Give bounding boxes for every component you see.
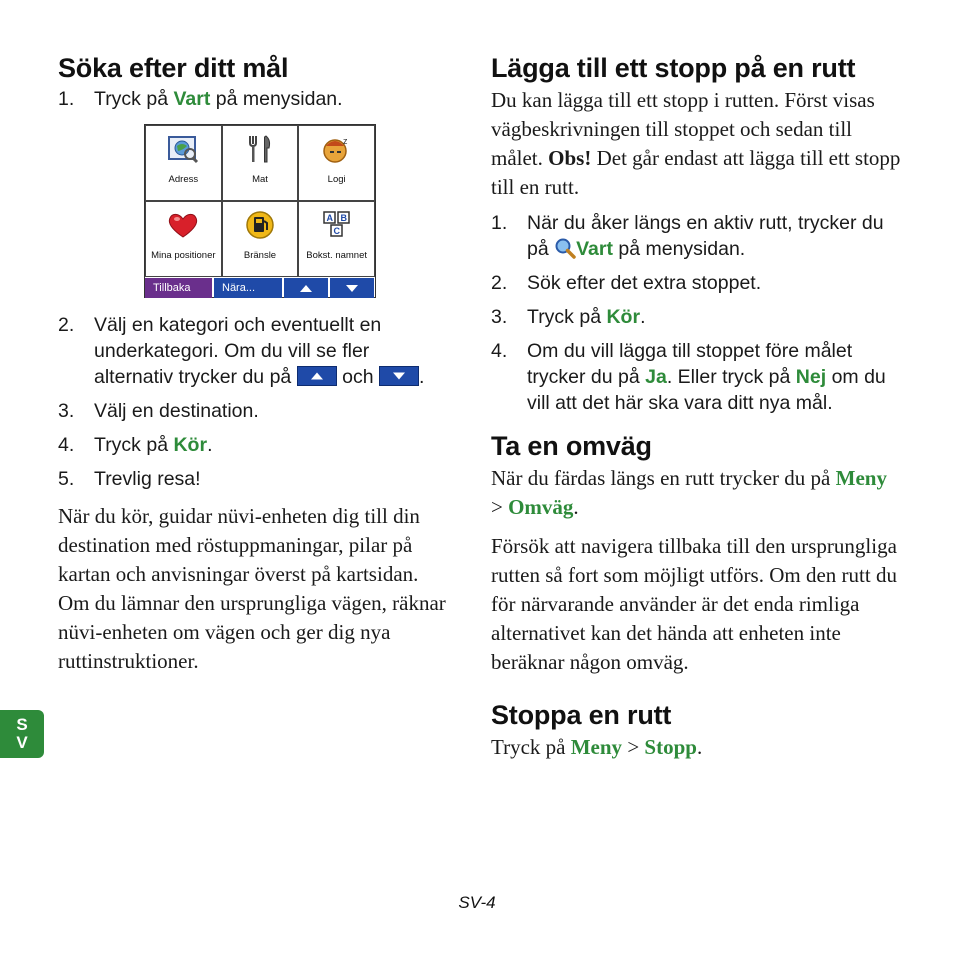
svg-text:C: C [333, 226, 340, 236]
step-2: 2. Välj en kategori och eventuellt en underkategori. Om du vill se fler alternativ trycker du på och . [58, 314, 425, 388]
link-meny: Meny [835, 466, 887, 490]
device-menu-grid [145, 125, 375, 277]
svg-text:z: z [342, 136, 348, 146]
step-5: 5. Trevlig resa! [58, 468, 201, 490]
link-omvag: Omväg [508, 495, 574, 519]
heading-stop-route: Stoppa en rutt [491, 700, 672, 730]
device-back-button: Tillbaka [145, 278, 212, 298]
sleeping-face-icon [320, 134, 354, 164]
heading-search-destination: Söka efter ditt mål [58, 53, 289, 83]
device-up-button [284, 278, 328, 298]
detour-paragraph: Försök att navigera tillbaka till den ursprungliga rutten så fort som möjligt utförs. Om den rutt du för närvarande använder är det enda rimliga alternativet kan det hända att enheten inte beräknar någon omväg. [491, 534, 897, 674]
stop-route-instruction: Tryck på Meny > Stopp. [491, 735, 703, 759]
arrow-up-icon [300, 285, 312, 292]
add-stop-intro: Du kan lägga till ett stopp i rutten. Först visas vägbeskrivningen till stoppet och sedan till målet. Obs! Det går endast att lägga till ett stopp till en rutt. [491, 88, 901, 199]
heading-detour: Ta en omväg [491, 431, 652, 461]
device-near-button: Nära... [214, 278, 282, 298]
step-1: 1. Tryck på Vart på menysidan. [58, 88, 343, 110]
fuel-pump-icon [243, 210, 277, 240]
detour-instruction: När du färdas längs en rutt trycker du på Meny > Omväg. [491, 466, 887, 519]
device-cell-address: Adress [146, 126, 221, 200]
heading-add-stop: Lägga till ett stopp på en rutt [491, 53, 856, 83]
link-vart: Vart [576, 238, 613, 260]
search-steps-part1 [58, 86, 450, 112]
left-column [58, 52, 450, 676]
page-number: SV-4 [458, 893, 496, 912]
step-4: 4. Tryck på Kör. [58, 434, 213, 456]
device-cell-favorites: Mina positioner [146, 202, 221, 276]
magnifier-icon [554, 237, 576, 259]
svg-text:B: B [340, 213, 347, 223]
link-vart: Vart [173, 88, 211, 110]
fork-knife-icon [243, 134, 277, 164]
link-stopp: Stopp [644, 735, 697, 759]
arrow-down-icon [393, 373, 405, 380]
link-kor: Kör [606, 306, 641, 328]
device-bottom-bar [145, 278, 375, 298]
stop-step-4: 4. Om du vill lägga till stoppet före målet trycker du på Ja. Eller tryck på Nej om du vill att det här ska vara ditt nya mål. [491, 340, 886, 414]
heart-icon [166, 210, 200, 240]
abc-blocks-icon [320, 210, 354, 240]
link-nej: Nej [795, 366, 827, 388]
device-cell-spell-name: A B C Bokst. namnet [299, 202, 374, 276]
link-ja: Ja [645, 366, 667, 388]
device-down-button [330, 278, 374, 298]
arrow-up-icon [311, 373, 323, 380]
stop-step-2: 2. Sök efter det extra stoppet. [491, 272, 762, 294]
stop-step-1: 1. När du åker längs en aktiv rutt, trycker du på Vart på menysidan. [491, 212, 884, 260]
device-cell-food: Mat [223, 126, 298, 200]
link-meny: Meny [570, 735, 623, 759]
right-column [491, 52, 901, 762]
device-screenshot [144, 124, 376, 298]
device-cell-fuel: Bränsle [223, 202, 298, 276]
inline-down-button-image [379, 366, 419, 386]
address-icon [166, 134, 200, 164]
link-kor: Kör [173, 434, 208, 456]
svg-text:A: A [326, 213, 333, 223]
inline-up-button-image [297, 366, 337, 386]
device-cell-lodging: z Logi [299, 126, 374, 200]
driving-paragraph: När du kör, guidar nüvi-enheten dig till din destination med röstuppmaningar, pilar på kartan och anvisningar överst på kartsidan. Om du lämnar den ursprungliga vägen, räknar nüvi-enheten om vägen och ger dig nya ruttinstruktioner. [58, 504, 446, 673]
step-3: 3. Välj en destination. [58, 400, 259, 422]
language-tab: S V [0, 710, 44, 758]
arrow-down-icon [346, 285, 358, 292]
add-stop-steps [491, 210, 901, 416]
search-steps-part2 [58, 312, 450, 492]
stop-step-3: 3. Tryck på Kör. [491, 306, 646, 328]
